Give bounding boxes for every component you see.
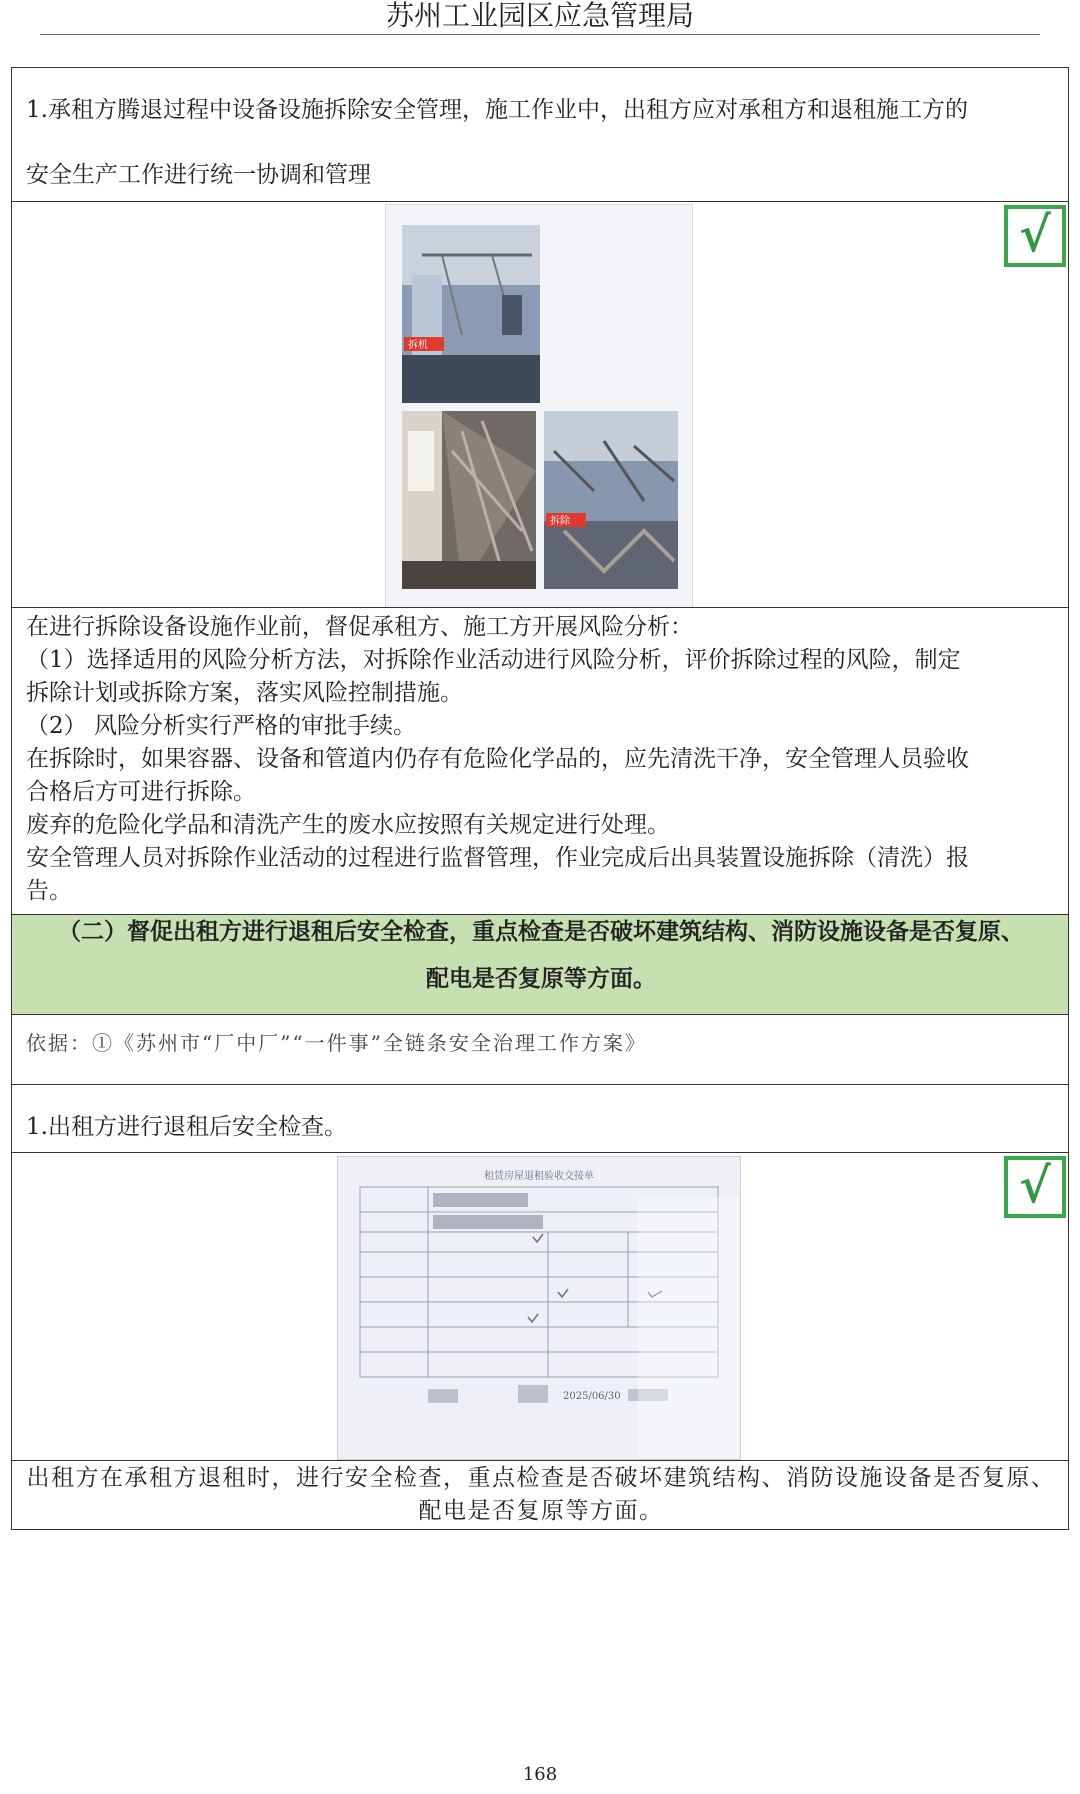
checkmark-icon: √ [1004, 205, 1066, 267]
section1-title-line2: 安全生产工作进行统一协调和管理 [26, 162, 371, 188]
description-line: （1）选择适用的风险分析方法，对拆除作业活动进行风险分析，评价拆除过程的风险，制定 [26, 647, 961, 673]
form-title: 租赁房屋退租验收交接单 [484, 1171, 594, 1182]
description-line: 在进行拆除设备设施作业前，督促承租方、施工方开展风险分析： [26, 614, 693, 640]
section1-title-line1: 1.承租方腾退过程中设备设施拆除安全管理，施工作业中，出租方应对承租方和退租施工方的 [26, 97, 968, 123]
demolition-photo-3 [544, 411, 678, 589]
demolition-photo-sheet [385, 204, 693, 608]
header-divider [40, 34, 1040, 35]
handover-form-drawing [338, 1157, 740, 1459]
section2-description-line1: 出租方在承租方退租时，进行安全检查，重点检查是否破坏建筑结构、消防设施设备是否复原、 [26, 1465, 1056, 1491]
checkmark-icon: √ [1004, 1156, 1066, 1218]
photo-label-2: 拆除 [550, 516, 570, 527]
description-line: 在拆除时，如果容器、设备和管道内仍存有危险化学品的，应先清洗干净，安全管理人员验收 [26, 746, 969, 772]
photo-label-1: 拆机 [408, 340, 428, 351]
section2-item-title: 1.出租方进行退租后安全检查。 [26, 1114, 347, 1140]
section2-heading-line2: 配电是否复原等方面。 [426, 965, 656, 992]
handover-form-photo [337, 1156, 741, 1460]
page-number: 168 [522, 1764, 558, 1785]
section1-description-row [11, 607, 1069, 914]
basis-text: 依据：①《苏州市“厂中厂”“一件事”全链条安全治理工作方案》 [26, 1031, 647, 1055]
section1-photo-row [11, 201, 1069, 607]
description-line: 拆除计划或拆除方案，落实风险控制措施。 [26, 680, 463, 706]
section2-description-row [11, 1460, 1069, 1530]
demolition-photo-2 [402, 411, 536, 589]
section1-title-row [11, 67, 1069, 201]
description-line: 安全管理人员对拆除作业活动的过程进行监督管理，作业完成后出具装置设施拆除（清洗）报 [26, 845, 969, 871]
section2-heading-line1: （二）督促出租方进行退租后安全检查，重点检查是否破坏建筑结构、消防设施设备是否复原、 [58, 918, 1024, 945]
description-line: （2） 风险分析实行严格的审批手续。 [26, 713, 416, 739]
description-line: 合格后方可进行拆除。 [26, 779, 256, 805]
description-line: 废弃的危险化学品和清洗产生的废水应按照有关规定进行处理。 [26, 812, 670, 838]
page-header: 苏州工业园区应急管理局 [385, 0, 694, 32]
demolition-photo-1 [402, 225, 540, 403]
section2-heading-row [11, 914, 1069, 1014]
document-table [11, 67, 1069, 1530]
form-date: 2025/06/30 [563, 1391, 621, 1402]
section2-item-title-row [11, 1084, 1069, 1152]
section2-photo-row [11, 1152, 1069, 1460]
basis-row [11, 1014, 1069, 1084]
description-line: 告。 [26, 878, 72, 904]
section2-description-line2: 配电是否复原等方面。 [418, 1498, 664, 1524]
